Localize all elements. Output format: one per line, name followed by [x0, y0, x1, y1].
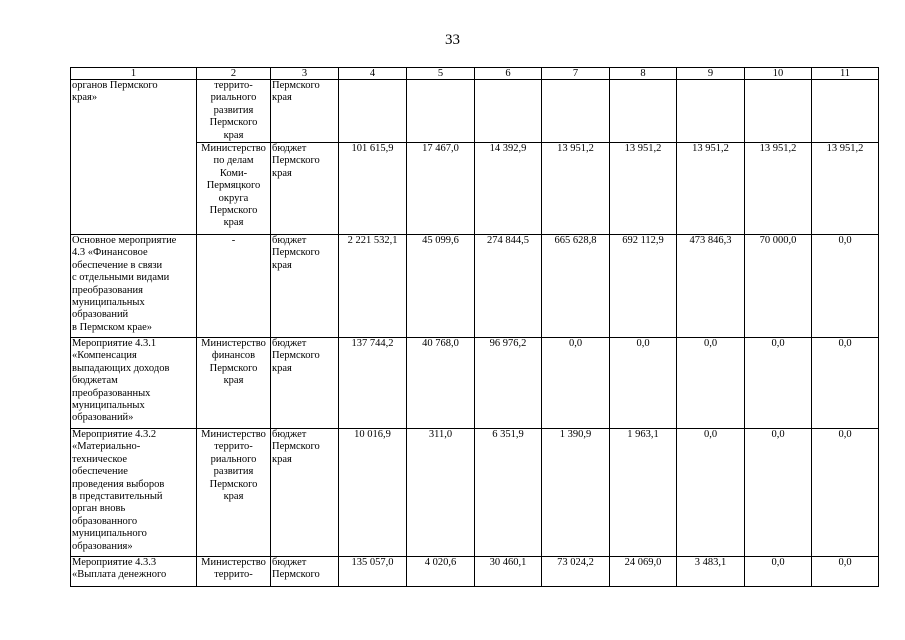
amount-cell: 4 020,6 [407, 557, 475, 587]
amount-cell: 10 016,9 [339, 429, 407, 557]
cell-line: Пермского [272, 350, 320, 362]
responsible-cell [197, 80, 271, 143]
amount-cell [542, 80, 610, 143]
cell-line: края» [72, 92, 98, 104]
cell-line: развития [213, 104, 254, 116]
cell-line: Пермяцкого [206, 180, 261, 192]
cell-line: края [272, 259, 292, 271]
cell-line: Пермского [272, 80, 320, 91]
amount-cell: 0,0 [812, 235, 879, 338]
cell-line: по делам [213, 155, 254, 167]
amount-cell: 40 768,0 [407, 338, 475, 429]
cell-line: края [272, 453, 292, 465]
column-number: 1 [71, 68, 197, 80]
amount-cell [339, 80, 407, 143]
funding-source-cell [271, 143, 339, 235]
cell-line: края [272, 362, 292, 374]
cell-line: обеспечение [72, 466, 128, 478]
column-number: 2 [197, 68, 271, 80]
amount-cell: 96 976,2 [475, 338, 542, 429]
amount-cell: 0,0 [812, 429, 879, 557]
cell-line: «Компенсация [72, 350, 137, 362]
amount-cell: 2 221 532,1 [339, 235, 407, 338]
cell-line: проведения выборов [72, 478, 165, 490]
column-number: 11 [812, 68, 879, 80]
cell-line: края [272, 92, 292, 104]
column-number: 5 [407, 68, 475, 80]
cell-line: в Пермском крае» [72, 321, 153, 333]
activity-name-cell [71, 557, 197, 587]
amount-cell: 0,0 [745, 338, 812, 429]
cell-line: орган вновь [72, 503, 126, 515]
amount-cell [407, 80, 475, 143]
cell-line: Министерство [201, 557, 266, 569]
amount-cell: 70 000,0 [745, 235, 812, 338]
cell-line: финансов [211, 350, 256, 362]
amount-cell: 30 460,1 [475, 557, 542, 587]
amount-cell: 135 057,0 [339, 557, 407, 587]
cell-line: края [272, 167, 292, 179]
cell-line: в представительный [72, 491, 163, 503]
cell-line: 4.3 «Финансовое [72, 247, 148, 259]
amount-cell: 0,0 [812, 338, 879, 429]
cell-line: Пермского [209, 478, 258, 490]
amount-cell: 24 069,0 [610, 557, 677, 587]
cell-line: Министерство [201, 338, 266, 350]
amount-cell: 1 963,1 [610, 429, 677, 557]
cell-line: края [223, 375, 244, 387]
cell-line: бюджетам [72, 375, 118, 387]
amount-cell: 73 024,2 [542, 557, 610, 587]
amount-cell: 14 392,9 [475, 143, 542, 235]
activity-name-cell [71, 338, 197, 429]
cell-line: муниципальных [72, 297, 145, 309]
cell-line: органов Пермского [72, 80, 158, 91]
activity-name-cell [71, 80, 197, 235]
cell-line: бюджет [272, 429, 307, 441]
responsible-cell [197, 557, 271, 587]
cell-line: Пермского [272, 569, 320, 581]
budget-table [70, 67, 879, 587]
amount-cell [677, 80, 745, 143]
responsible-cell [197, 338, 271, 429]
cell-line: террито- [214, 569, 253, 581]
cell-line: бюджет [272, 338, 307, 350]
cell-line: бюджет [272, 557, 307, 569]
amount-cell: 0,0 [745, 429, 812, 557]
cell-line: техническое [72, 453, 128, 465]
cell-line: - [231, 235, 236, 247]
cell-line: «Выплата денежного [72, 569, 167, 581]
column-number: 7 [542, 68, 610, 80]
cell-line: муниципальных [72, 400, 145, 412]
amount-cell: 13 951,2 [677, 143, 745, 235]
cell-line: риального [210, 92, 257, 104]
amount-cell: 3 483,1 [677, 557, 745, 587]
table-row [71, 557, 879, 587]
amount-cell: 6 351,9 [475, 429, 542, 557]
amount-cell: 473 846,3 [677, 235, 745, 338]
cell-line: с отдельными видами [72, 272, 170, 284]
cell-line: Министерство [201, 143, 266, 155]
cell-line: Министерство [201, 429, 266, 441]
responsible-cell [197, 143, 271, 235]
funding-source-cell [271, 429, 339, 557]
cell-line: образований [72, 309, 129, 321]
column-number: 8 [610, 68, 677, 80]
responsible-cell [197, 429, 271, 557]
amount-cell: 1 390,9 [542, 429, 610, 557]
amount-cell: 0,0 [677, 429, 745, 557]
column-number: 6 [475, 68, 542, 80]
column-number: 3 [271, 68, 339, 80]
amount-cell: 665 628,8 [542, 235, 610, 338]
cell-line: бюджет [272, 143, 307, 155]
table-row [71, 235, 879, 338]
amount-cell: 0,0 [542, 338, 610, 429]
page-number: 33 [445, 32, 460, 48]
cell-line: Пермского [272, 247, 320, 259]
amount-cell: 274 844,5 [475, 235, 542, 338]
amount-cell: 101 615,9 [339, 143, 407, 235]
amount-cell: 0,0 [745, 557, 812, 587]
cell-line: бюджет [272, 235, 307, 247]
table-row [71, 80, 879, 143]
cell-line: Пермского [272, 155, 320, 167]
amount-cell: 13 951,2 [745, 143, 812, 235]
cell-line: террито- [214, 80, 253, 91]
amount-cell [812, 80, 879, 143]
cell-line: Пермского [209, 205, 258, 217]
cell-line: края [223, 129, 244, 141]
column-number: 9 [677, 68, 745, 80]
cell-line: Мероприятие 4.3.2 [72, 429, 157, 441]
funding-source-cell [271, 80, 339, 143]
amount-cell [475, 80, 542, 143]
cell-line: Мероприятие 4.3.1 [72, 338, 157, 350]
amount-cell: 45 099,6 [407, 235, 475, 338]
cell-line: риального [210, 453, 257, 465]
amount-cell: 13 951,2 [812, 143, 879, 235]
amount-cell [745, 80, 812, 143]
cell-line: выпадающих доходов [72, 362, 170, 374]
amount-cell: 0,0 [610, 338, 677, 429]
amount-cell: 311,0 [407, 429, 475, 557]
cell-line: террито- [214, 441, 253, 453]
amount-cell: 13 951,2 [610, 143, 677, 235]
cell-line: края [223, 217, 244, 229]
cell-line: обеспечение в связи [72, 259, 163, 271]
cell-line: преобразованных [72, 387, 151, 399]
column-number: 4 [339, 68, 407, 80]
cell-line: Пермского [272, 441, 320, 453]
activity-name-cell [71, 429, 197, 557]
amount-cell: 137 744,2 [339, 338, 407, 429]
amount-cell: 17 467,0 [407, 143, 475, 235]
funding-source-cell [271, 338, 339, 429]
cell-line: Пермского [209, 117, 258, 129]
cell-line: Коми- [219, 167, 248, 179]
table-row [71, 429, 879, 557]
cell-line: образований» [72, 412, 134, 424]
cell-line: образованного [72, 515, 138, 527]
cell-line: преобразования [72, 284, 143, 296]
activity-name-cell [71, 235, 197, 338]
amount-cell: 13 951,2 [542, 143, 610, 235]
cell-line: Пермского [209, 362, 258, 374]
cell-line: Мероприятие 4.3.3 [72, 557, 157, 569]
column-number: 10 [745, 68, 812, 80]
amount-cell: 692 112,9 [610, 235, 677, 338]
cell-line: муниципального [72, 528, 147, 540]
table-row [71, 338, 879, 429]
column-number-row [71, 68, 879, 80]
funding-source-cell [271, 557, 339, 587]
amount-cell [610, 80, 677, 143]
cell-line: образования» [72, 540, 133, 552]
funding-source-cell [271, 235, 339, 338]
cell-line: края [223, 491, 244, 503]
amount-cell: 0,0 [677, 338, 745, 429]
amount-cell: 0,0 [812, 557, 879, 587]
cell-line: развития [213, 466, 254, 478]
cell-line: округа [218, 192, 249, 204]
cell-line: Основное мероприятие [72, 235, 177, 247]
responsible-cell [197, 235, 271, 338]
cell-line: «Материально- [72, 441, 141, 453]
